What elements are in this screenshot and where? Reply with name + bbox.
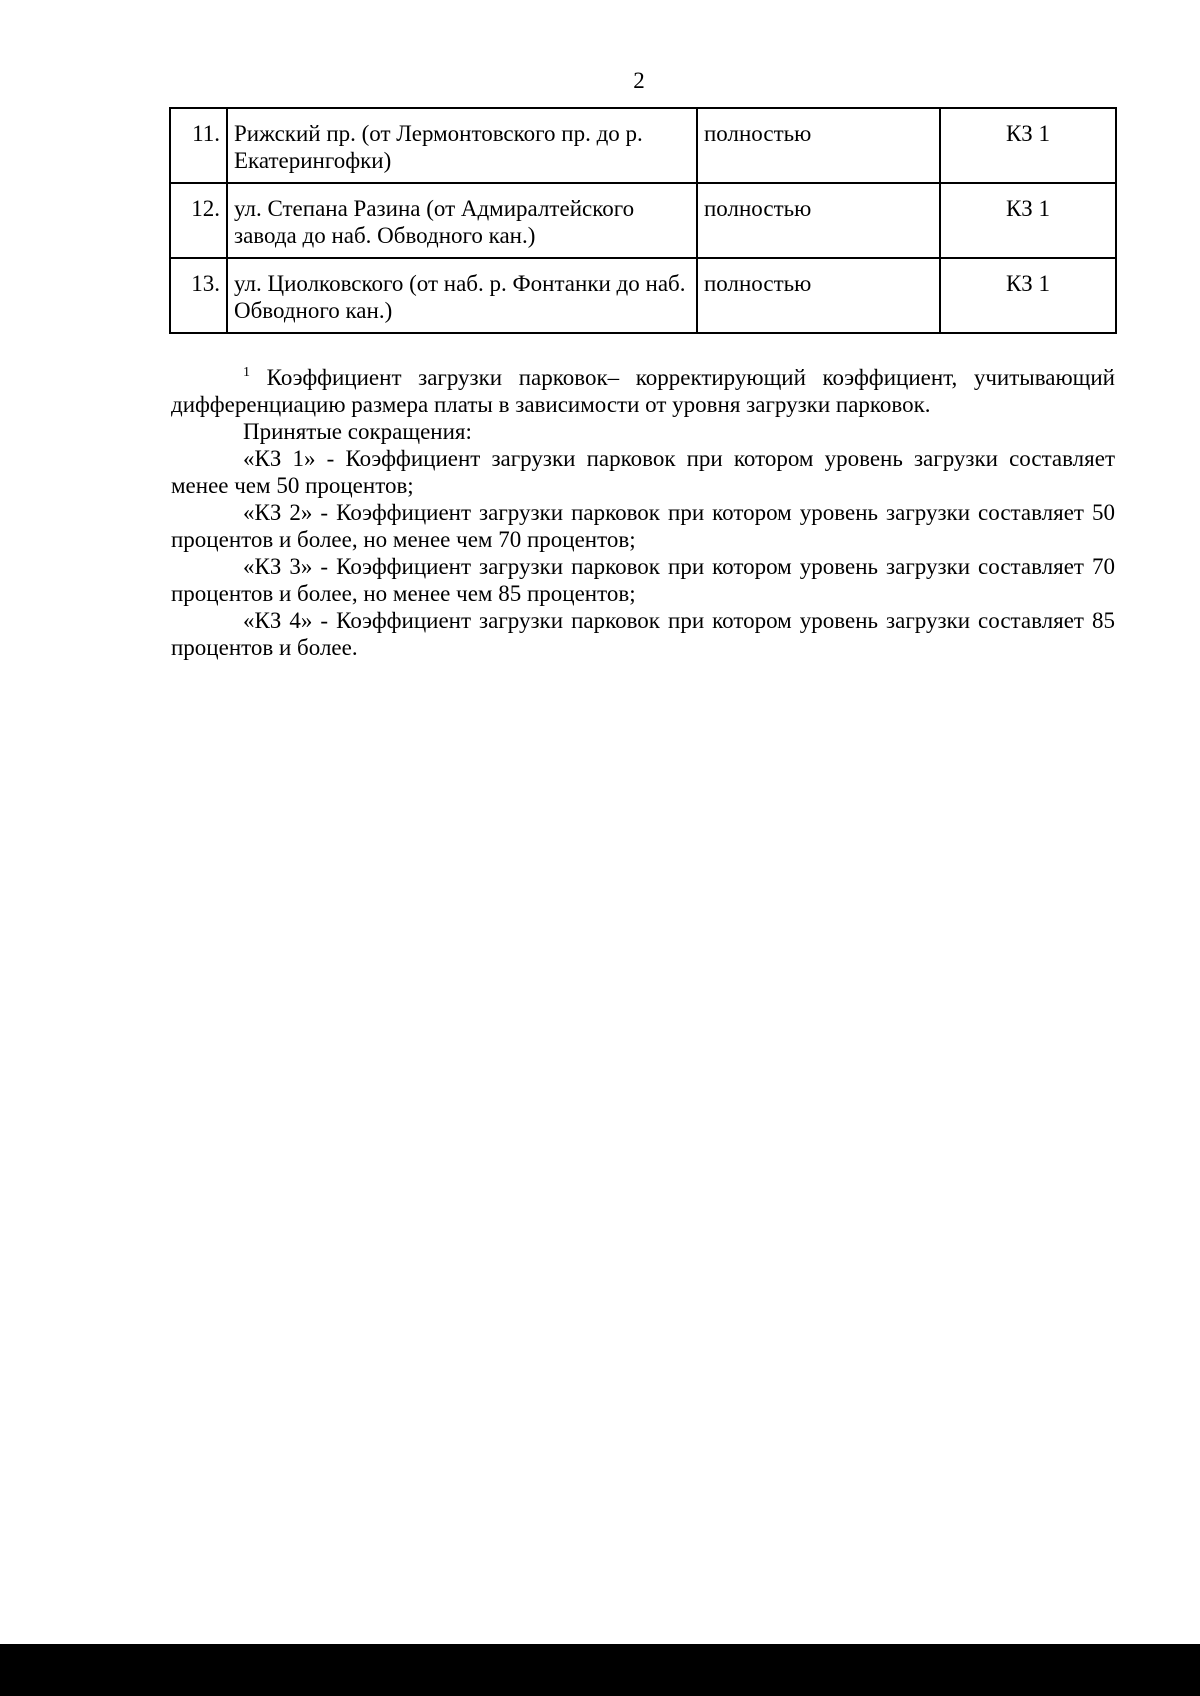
abbreviation-item: «КЗ 2» - Коэффициент загрузки парковок при котором уровень загрузки составляет 50 процентов и более, но менее чем 70 процентов; bbox=[171, 500, 1115, 552]
footnote-text: Коэффициент загрузки парковок– корректирующий коэффициент, учитывающий дифференциацию размера платы в зависимости от уровня загрузки парковок. bbox=[171, 365, 1115, 417]
table-row bbox=[170, 183, 1116, 258]
row-number: 12. bbox=[170, 183, 227, 258]
row-number: 11. bbox=[170, 108, 227, 183]
table-row bbox=[170, 108, 1116, 183]
coefficient-cell: КЗ 1 bbox=[940, 183, 1116, 258]
abbreviation-item: «КЗ 3» - Коэффициент загрузки парковок при котором уровень загрузки составляет 70 процентов и более, но менее чем 85 процентов; bbox=[171, 554, 1115, 606]
scope-cell: полностью bbox=[697, 258, 940, 333]
footnote bbox=[171, 364, 1115, 418]
page-number: 2 bbox=[633, 68, 645, 93]
abbreviations-title: Принятые сокращения: bbox=[243, 419, 472, 444]
abbreviation-item: «КЗ 1» - Коэффициент загрузки парковок при котором уровень загрузки составляет менее чем 50 процентов; bbox=[171, 446, 1115, 498]
scope-cell: полностью bbox=[697, 108, 940, 183]
streets-table bbox=[169, 107, 1117, 334]
street-name: ул. Степана Разина (от Адмиралтейского завода до наб. Обводного кан.) bbox=[227, 183, 697, 258]
footnote-marker: 1 bbox=[243, 365, 250, 380]
coefficient-cell: КЗ 1 bbox=[940, 108, 1116, 183]
row-number: 13. bbox=[170, 258, 227, 333]
abbreviation-item: «КЗ 4» - Коэффициент загрузки парковок при котором уровень загрузки составляет 85 процентов и более. bbox=[171, 608, 1115, 660]
coefficient-cell: КЗ 1 bbox=[940, 258, 1116, 333]
notes-section bbox=[171, 364, 1115, 661]
table-row bbox=[170, 258, 1116, 333]
scan-bottom-border bbox=[0, 1644, 1200, 1696]
street-name: Рижский пр. (от Лермонтовского пр. до р. Екатерингофки) bbox=[227, 108, 697, 183]
street-name: ул. Циолковского (от наб. р. Фонтанки до наб. Обводного кан.) bbox=[227, 258, 697, 333]
scope-cell: полностью bbox=[697, 183, 940, 258]
